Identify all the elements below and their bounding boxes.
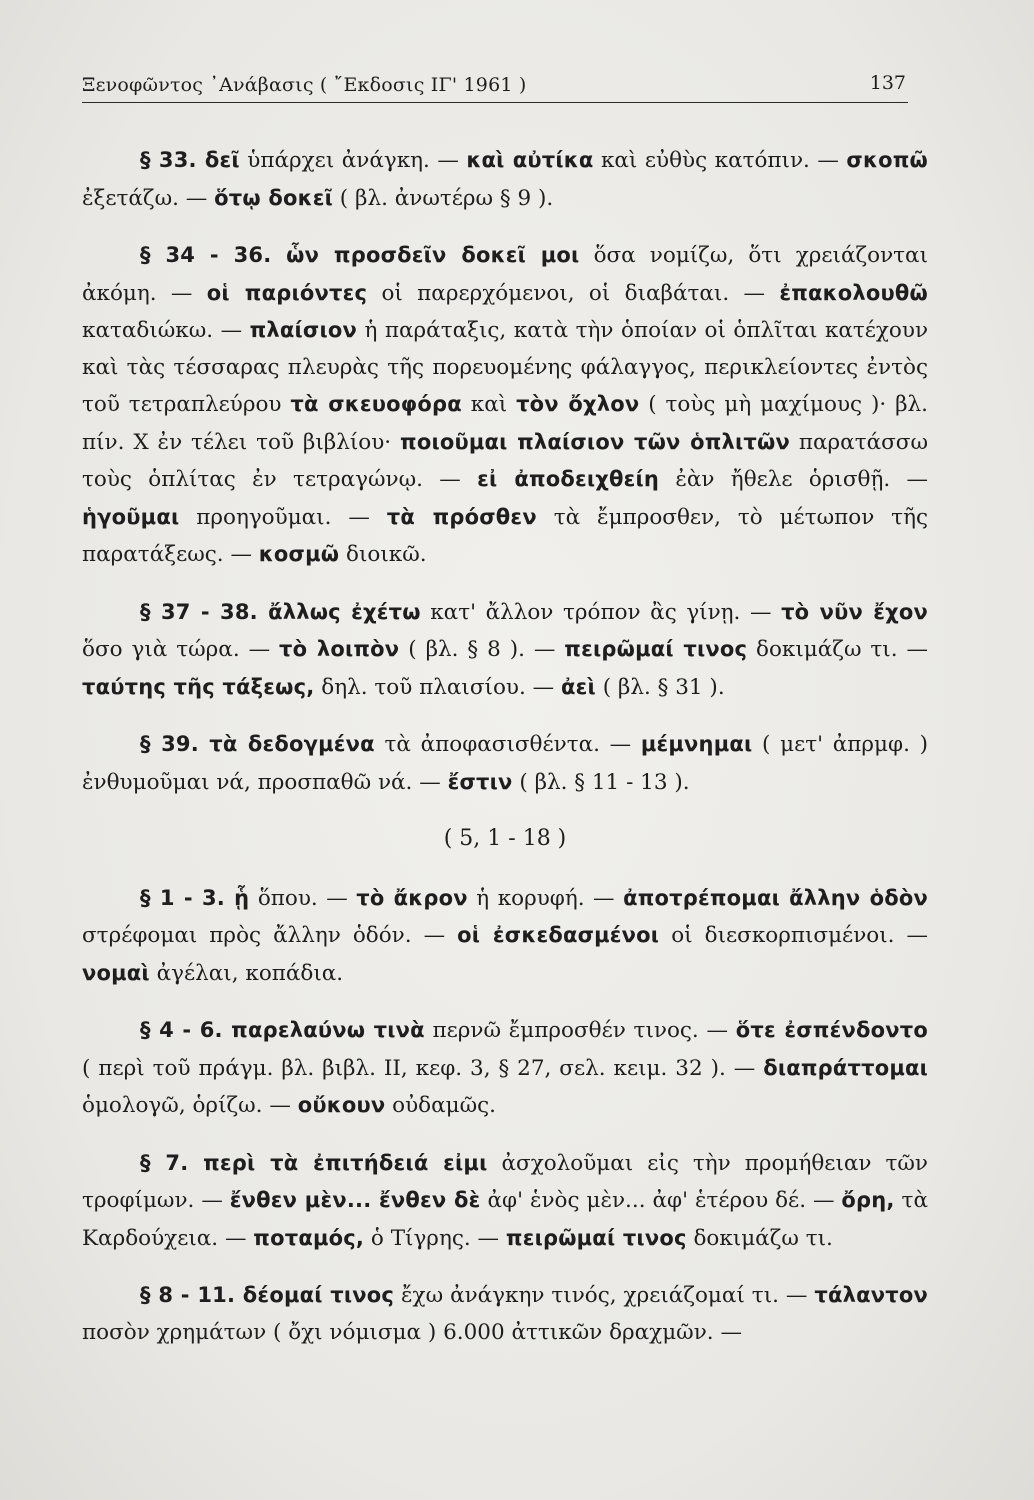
lemma-term: τὸ ἄκρον [356, 885, 468, 910]
note-33 [82, 142, 928, 217]
lemma-term: ἀποτρέπομαι ἄλλην ὁδὸν [623, 885, 928, 910]
note-39 [82, 726, 928, 801]
lemma-term: σκοπῶ [846, 148, 928, 172]
gloss-text: ἐὰν ἤθελε ὁρισθῇ. — [659, 467, 928, 492]
lemma-term: τάλαντον [814, 1283, 928, 1307]
lemma-term: § 8 - 11. δέομαί τινος [140, 1283, 395, 1307]
gloss-text: ὅσο γιὰ τώρα. — [82, 637, 280, 662]
lemma-term: ὄρη, [841, 1188, 895, 1212]
gloss-text: τὰ Καρδούχεια. — [82, 1188, 928, 1251]
lemma-term: τὰ σκευοφόρα [290, 392, 462, 416]
gloss-text: κατ' ἄλλον τρόπον ἂς γίνῃ. — [420, 599, 782, 625]
lemma-term: § 33. δεῖ [140, 148, 240, 172]
lemma-term: κοσμῶ [258, 542, 340, 566]
lemma-term: πλαίσιον [249, 318, 357, 342]
lemma-term: § 4 - 6. παρελαύνω τινὰ [140, 1018, 425, 1042]
lemma-term: ὅτῳ δοκεῖ [214, 185, 333, 210]
lemma-term: ἔνθεν μὲν... ἔνθεν δὲ [229, 1188, 481, 1212]
gloss-text: οὐδαμῶς. [385, 1093, 497, 1118]
commentary-text [82, 142, 928, 1371]
lemma-term: § 7. περὶ τὰ ἐπιτήδειά εἰμι [140, 1150, 488, 1175]
header-title: Ξενοφῶντος ᾿Ανάβασις ( ῎Εκδοσις ΙΓ' 1961 ) [82, 74, 527, 96]
gloss-text: ἀφ' ἑνὸς μὲν... ἀφ' ἑτέρου δέ. — [480, 1188, 842, 1213]
gloss-text: τὰ ἔμπροσθεν, τὸ μέτωπον τῆς παρατάξεως. — [82, 504, 928, 567]
lemma-term: § 39. τὰ δεδογμένα [140, 732, 375, 756]
lemma-term: τὸ νῦν ἔχον [781, 599, 928, 624]
gloss-text: ( μετ' ἀπρμφ. ) ἐνθυμοῦμαι νά, προσπαθῶ νά. — [82, 732, 928, 795]
gloss-text: ( βλ. § 8 ). — [399, 637, 565, 662]
gloss-text: οἱ διεσκορπισμένοι. — [659, 923, 929, 948]
note-8-11 [82, 1277, 928, 1351]
lemma-term: νομαὶ [82, 960, 150, 985]
gloss-text: ἀσχολοῦμαι εἰς τὴν προμήθειαν τῶν τροφίμων. — [82, 1150, 928, 1213]
gloss-text: παρατάσσω τοὺς ὁπλίτας ἐν τετραγώνῳ. — [82, 429, 928, 492]
lemma-term: ποιοῦμαι πλαίσιον τῶν ὁπλιτῶν [400, 429, 790, 454]
gloss-text: καὶ εὐθὺς κατόπιν. — [593, 148, 847, 173]
lemma-term: πειρῶμαί τινος [505, 1225, 687, 1250]
note-1-3 [82, 880, 928, 993]
gloss-text: ὁμολογῶ, ὁρίζω. — [82, 1093, 298, 1118]
gloss-text: ἡ παράταξις, κατὰ τὴν ὁποίαν οἱ ὁπλῖται κατέχουν καὶ τὰς τέσσαρας πλευρὰς τῆς πορευομένης φάλαγγος, περικλείοντες ἐντὸς τοῦ τετραπλεύρου [82, 318, 929, 417]
gloss-text: ( τοὺς μὴ μαχίμους )· βλ. πίν. Χ ἐν τέλει τοῦ βιβλίου· [82, 392, 928, 455]
running-header [82, 62, 908, 103]
lemma-term: τὰ πρόσθεν [386, 504, 537, 529]
gloss-text: ὅσα νομίζω, ὅτι χρειάζονται ἀκόμη. — [82, 243, 929, 306]
lemma-term: εἰ ἀποδειχθείη [477, 467, 660, 491]
gloss-text: ἀγέλαι, κοπάδια. [149, 960, 344, 986]
note-37-38 [82, 594, 928, 707]
lemma-term: οἱ ἐσκεδασμένοι [457, 923, 660, 947]
gloss-text: τὰ ἀποφασισθέντα. — [374, 732, 641, 757]
lemma-term: οἱ παριόντες [206, 280, 368, 305]
lemma-term: ταύτης τῆς τάξεως, [82, 674, 315, 699]
lemma-term: ἐπακολουθῶ [779, 280, 928, 305]
gloss-text: ἐξετάζω. — [82, 185, 215, 211]
note-7 [82, 1145, 928, 1258]
gloss-text: ποσὸν χρημάτων ( ὄχι νόμισμα ) 6.000 ἀττικῶν δραχμῶν. — [82, 1319, 742, 1345]
gloss-text: ὑπάρχει ἀνάγκη. — [239, 148, 467, 173]
note-4-6 [82, 1012, 928, 1125]
lemma-term: § 34 - 36. ὧν προσδεῖν δοκεῖ μοι [140, 243, 580, 267]
gloss-text: ὅπου. — [249, 885, 357, 911]
gloss-text: διοικῶ. [339, 542, 427, 567]
gloss-text: ( βλ. § 11 - 13 ). [512, 769, 690, 795]
gloss-text: δηλ. τοῦ πλαισίου. — [314, 674, 561, 700]
lemma-term: οὔκουν [297, 1093, 386, 1117]
gloss-text: οἱ παρερχόμενοι, οἱ διαβάται. — [367, 280, 780, 306]
lemma-term: τὸν ὄχλον [516, 392, 640, 416]
lemma-term: § 1 - 3. ᾗ [140, 885, 250, 910]
gloss-text: ὁ Τίγρης. — [364, 1225, 506, 1251]
gloss-text: ( βλ. ἀνωτέρω § 9 ). [332, 185, 554, 211]
lemma-term: τὸ λοιπὸν [279, 637, 400, 661]
lemma-term: ἔστιν [447, 769, 513, 794]
lemma-term: ἡγοῦμαι [82, 504, 180, 529]
gloss-text: ἡ κορυφή. — [467, 885, 624, 911]
gloss-text: καὶ [461, 392, 517, 417]
gloss-text: καταδιώκω. — [82, 318, 250, 343]
lemma-term: διαπράττομαι [763, 1055, 928, 1080]
lemma-term: πειρῶμαί τινος [564, 637, 748, 661]
gloss-text: στρέφομαι πρὸς ἄλλην ὁδόν. — [82, 923, 458, 948]
gloss-text: δοκιμάζω τι. [686, 1225, 833, 1251]
lemma-term: ἀεὶ [560, 674, 596, 699]
gloss-text: ( βλ. § 31 ). [595, 674, 725, 700]
lemma-term: ὅτε ἐσπένδοντο [735, 1018, 928, 1042]
section-heading: ( 5, 1 - 18 ) [443, 826, 567, 851]
lemma-term: μέμνημαι [640, 732, 753, 756]
gloss-text: προηγοῦμαι. — [179, 504, 387, 530]
page-number: 137 [869, 72, 906, 94]
gloss-text: περνῶ ἔμπροσθέν τινος. — [424, 1018, 736, 1043]
lemma-term: καὶ αὐτίκα [466, 148, 594, 172]
lemma-term: ποταμός, [253, 1225, 365, 1250]
gloss-text: ἔχω ἀνάγκην τινός, χρειάζομαί τι. — [394, 1283, 815, 1308]
note-34-36 [82, 237, 928, 574]
gloss-text: δοκιμάζω τι. — [747, 637, 929, 662]
gloss-text: ( περὶ τοῦ πράγμ. βλ. βιβλ. ΙΙ, κεφ. 3, § 27, σελ. κειμ. 32 ). — [82, 1055, 764, 1081]
lemma-term: § 37 - 38. ἄλλως ἐχέτω [140, 599, 421, 624]
